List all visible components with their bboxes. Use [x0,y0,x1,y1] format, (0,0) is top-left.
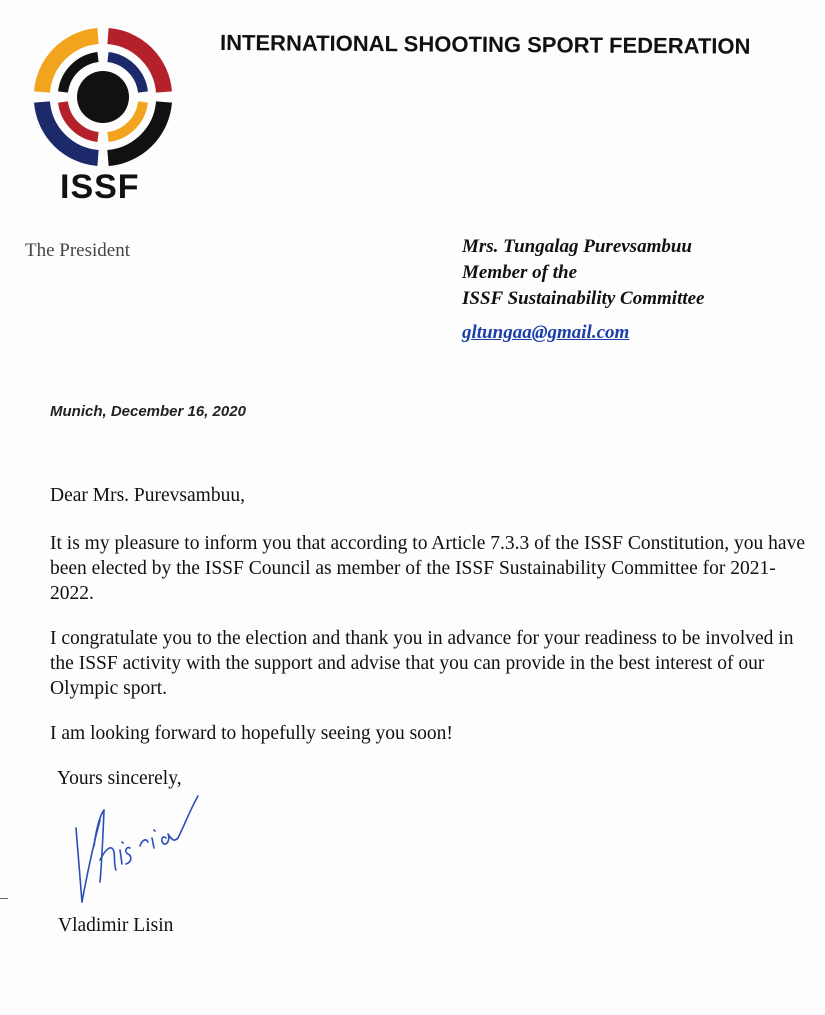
closing-phrase: Yours sincerely, [57,768,182,789]
logo-wordmark: ISSF [60,168,140,206]
salutation: Dear Mrs. Purevsambuu, [50,485,245,506]
sender-role: The President [25,240,131,261]
recipient-title-line2: ISSF Sustainability Committee [462,288,705,309]
paragraph-election: It is my pleasure to inform you that according to Article 7.3.3 of the ISSF Constitution, you have been elected by the ISSF Council as member of the ISSF Sustainability Committee for 2021-2022. [50,533,805,604]
recipient-email-link[interactable]: gltungaa@gmail.com [462,322,630,343]
margin-fold-mark [0,898,8,899]
organization-name: INTERNATIONAL SHOOTING SPORT FEDERATION [219,30,751,59]
issf-logo-icon [28,22,178,172]
handwritten-signature [70,790,230,910]
letter-date: Munich, December 16, 2020 [50,403,246,420]
recipient-name: Mrs. Tungalag Purevsambuu [462,236,692,257]
letter-body [50,483,810,766]
paragraph-closing-wish: I am looking forward to hopefully seeing you soon! [50,723,453,744]
signer-name: Vladimir Lisin [58,915,174,936]
recipient-block [462,234,705,346]
recipient-title-line1: Member of the [462,262,578,283]
paragraph-congratulation: I congratulate you to the election and thank you in advance for your readiness to be involved in the ISSF activity with the support and advise that you can provide in the best interest of our Olympic sport. [50,628,794,699]
